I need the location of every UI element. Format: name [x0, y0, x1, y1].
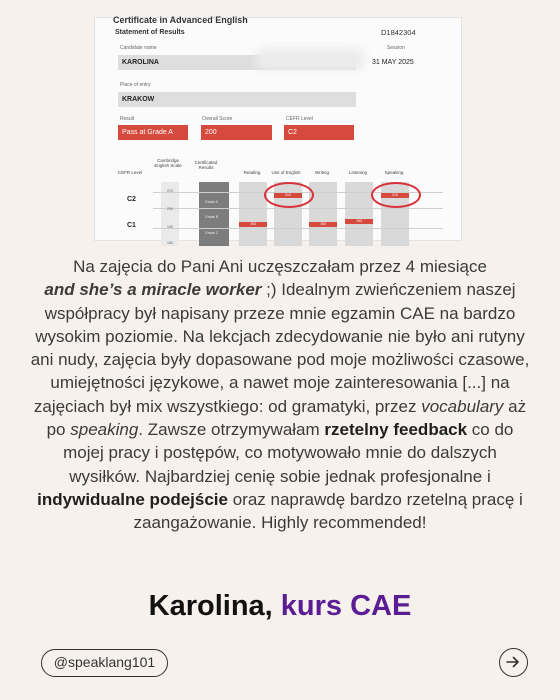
arrow-right-icon: [506, 655, 520, 669]
signature-name: Karolina,: [148, 590, 273, 622]
results-chart: [113, 156, 443, 246]
certificate-title: Certificate in Advanced English: [113, 15, 248, 25]
score-value: 200: [201, 125, 272, 140]
statement-title: Statement of Results: [115, 29, 185, 36]
grid-line: [153, 228, 443, 229]
place-value: KRAKOW: [118, 92, 356, 107]
highlight-circle: [264, 182, 314, 208]
review-bold: rzetelny feedback: [324, 420, 468, 440]
grid-line: [153, 208, 443, 209]
highlight-circle: [371, 182, 421, 208]
row-label-c1: C1: [127, 222, 136, 229]
next-button[interactable]: [499, 648, 528, 677]
session-value: 31 MAY 2025: [372, 59, 414, 66]
review-italic: speaking: [70, 420, 139, 440]
reading-score-band: 193: [239, 222, 267, 227]
scale-tick: 210: [167, 189, 173, 193]
score-label: Overall Score: [202, 116, 233, 122]
review-text: [28, 255, 532, 535]
chart-header: Use of English: [271, 170, 301, 175]
chart-header: Listening: [348, 170, 367, 175]
session-label: Session: [387, 45, 405, 51]
candidate-label: Candidate name: [120, 45, 157, 51]
place-label: Place of entry: [120, 82, 151, 88]
review-italic: vocabulary: [421, 396, 504, 416]
chart-header: Speaking: [384, 170, 404, 175]
scale-tick: 200: [167, 207, 173, 211]
chart-header: CEFR Level: [117, 170, 143, 175]
signature-course: kurs CAE: [280, 590, 412, 622]
review-part: oraz naprawdę bardzo rzetelną pracę i zaangażowanie. Highly recommended!: [133, 489, 523, 533]
review-highlight: and she’s a miracle worker: [44, 280, 262, 300]
row-label-c2: C2: [127, 196, 136, 203]
cefr-label: CEFR Level: [286, 116, 313, 122]
review-bold: indywidualne podejście: [37, 489, 228, 509]
candidate-value: KAROLINA: [118, 55, 356, 70]
certificate-image: [95, 15, 461, 245]
redaction-blur: [255, 48, 365, 70]
review-part: . Zawsze otrzymywałam: [138, 420, 325, 440]
grade-label: Grade A: [205, 200, 218, 204]
cefr-value: C2: [284, 125, 354, 140]
result-value: Pass at Grade A: [118, 125, 188, 140]
use-of-english-score-band: 210: [274, 193, 302, 198]
writing-score-band: 193: [309, 222, 337, 227]
review-part: aż po: [46, 396, 527, 440]
grade-label: Grade C: [205, 231, 219, 235]
listening-score-band: 193: [345, 219, 373, 224]
chart-header: Reading: [243, 170, 261, 175]
grade-label: Grade B: [205, 215, 219, 219]
chart-header: Writing: [315, 170, 329, 175]
chart-header: Cambridge English Scale: [154, 158, 182, 168]
scale-tick: 180: [167, 241, 173, 245]
review-part: co do mojej pracy i postępów, co motywowało mnie do dalszych wysiłków. Najbardziej cenię sobie jednak profesjonalne i: [63, 420, 514, 486]
scale-tick: 190: [167, 225, 173, 229]
handle-badge[interactable]: @speaklang101: [41, 649, 168, 677]
result-label: Result: [120, 116, 135, 122]
certificate-id: D1842304: [381, 28, 416, 37]
speaking-score-band: 210: [381, 193, 409, 198]
chart-header: Certificated Results: [194, 160, 218, 170]
review-part: Na zajęcia do Pani Ani uczęszczałam przez 4 miesiące: [73, 257, 487, 276]
signature: [0, 590, 560, 623]
review-part: ;) Idealnym zwieńczeniem naszej współpracy był napisany przeze mnie egzamin CAE na bardzo wysokim poziomie. Na lekcjach zdecydowanie nie było ani rutyny ani nudy, zajęcia były dopasowane pod moje możliwości czasowe, umiejętności językowe, a nawet moje zainteresowania [...] na zajęciach był mix wszystkiego: od gramatyki, przez: [30, 280, 530, 416]
